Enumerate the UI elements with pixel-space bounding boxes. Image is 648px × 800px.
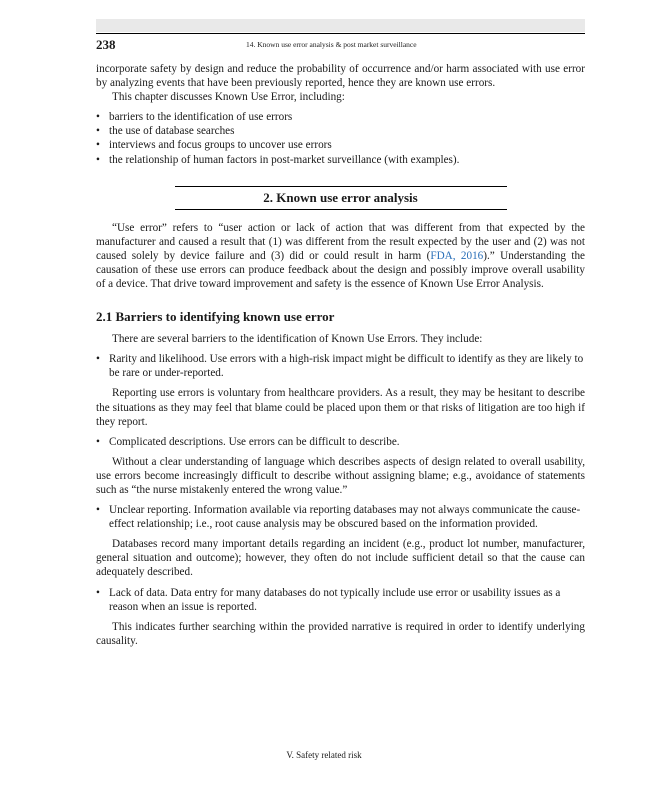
- list-item: • Complicated descriptions. Use errors can be difficult to describe.: [96, 435, 400, 448]
- intro-lead-in: This chapter discusses Known Use Error, including:: [112, 91, 345, 104]
- list-item: • Lack of data. Data entry for many databases do not typically include use error or usability issues as a reason when an issue is reported.: [96, 586, 561, 613]
- bullet-icon: •: [96, 111, 100, 124]
- running-head: 14. Known use error analysis & post market surveillance: [246, 40, 417, 49]
- list-item: • barriers to the identification of use errors: [96, 111, 293, 124]
- intro-bullet-list: [96, 110, 585, 166]
- header-bar: [96, 19, 585, 32]
- intro-paragraph: incorporate safety by design and reduce the probability of occurrence and/or harm associated with use error by analyzing events that have been previously reported, hence they are known use errors.: [96, 63, 585, 90]
- page-number: 238: [96, 37, 116, 52]
- body-paragraph: Reporting use errors is voluntary from healthcare providers. As a result, they may be hesitant to describe the situations as they may feel that blame could be placed upon them or that risks of litigation are too high if they report.: [96, 387, 585, 428]
- bullet-icon: •: [96, 353, 100, 366]
- page-body: [96, 62, 585, 648]
- bullet-icon: •: [96, 504, 100, 517]
- page-footer: V. Safety related risk: [286, 750, 362, 760]
- header-rule: [96, 33, 585, 34]
- subsection-title: 2.1 Barriers to identifying known use error: [96, 309, 335, 325]
- bullet-icon: •: [96, 435, 100, 448]
- bullet-icon: •: [96, 586, 100, 599]
- list-item: • the use of database searches: [96, 125, 235, 138]
- barriers-intro: There are several barriers to the identification of Known Use Errors. They include:: [112, 333, 483, 346]
- citation-link-fda-2016[interactable]: FDA, 2016: [430, 249, 484, 262]
- body-paragraph: Without a clear understanding of language which describes aspects of design related to overall usability, use errors become increasingly difficult to describe without assigning blame; e.g., avoidance of statements such as “the nurse mistakenly entered the wrong value.”: [96, 455, 585, 496]
- bullet-icon: •: [96, 139, 100, 152]
- bullet-icon: •: [96, 153, 100, 166]
- list-item: • interviews and focus groups to uncover use errors: [96, 139, 332, 152]
- bullet-icon: •: [96, 125, 100, 138]
- body-paragraph: Databases record many important details regarding an incident (e.g., product lot number, manufacturer, general situation and outcome); however, they often do not include sufficient detail so that the cause can adequately described.: [96, 538, 585, 579]
- use-error-definition-paragraph: “Use error” refers to “user action or lack of action that was different from that expected by the manufacturer and caused a result that (1) was different from the result expected by the user and (2) was not caused solely by device failure and (3) did or could result in harm (FDA, 2016).” Understanding the causation of these use errors can produce feedback about the design and possibly improve overall usability of a device. That drive toward improvement and safety is the essence of Known Use Error Analysis.: [96, 221, 586, 291]
- body-paragraph: This indicates further searching within the provided narrative is required in order to identify underlying causality.: [96, 620, 585, 647]
- list-item: • Rarity and likelihood. Use errors with a high-risk impact might be difficult to identify as they are likely to be rare or under-reported.: [96, 353, 584, 380]
- section-rule-top: [175, 186, 507, 187]
- list-item: • Unclear reporting. Information available via reporting databases may not always communicate the cause-effect relationship; i.e., root cause analysis may be obscured based on the information provided.: [96, 504, 581, 531]
- list-item: • the relationship of human factors in post-market surveillance (with examples).: [96, 153, 460, 166]
- section-title: 2. Known use error analysis: [263, 189, 418, 205]
